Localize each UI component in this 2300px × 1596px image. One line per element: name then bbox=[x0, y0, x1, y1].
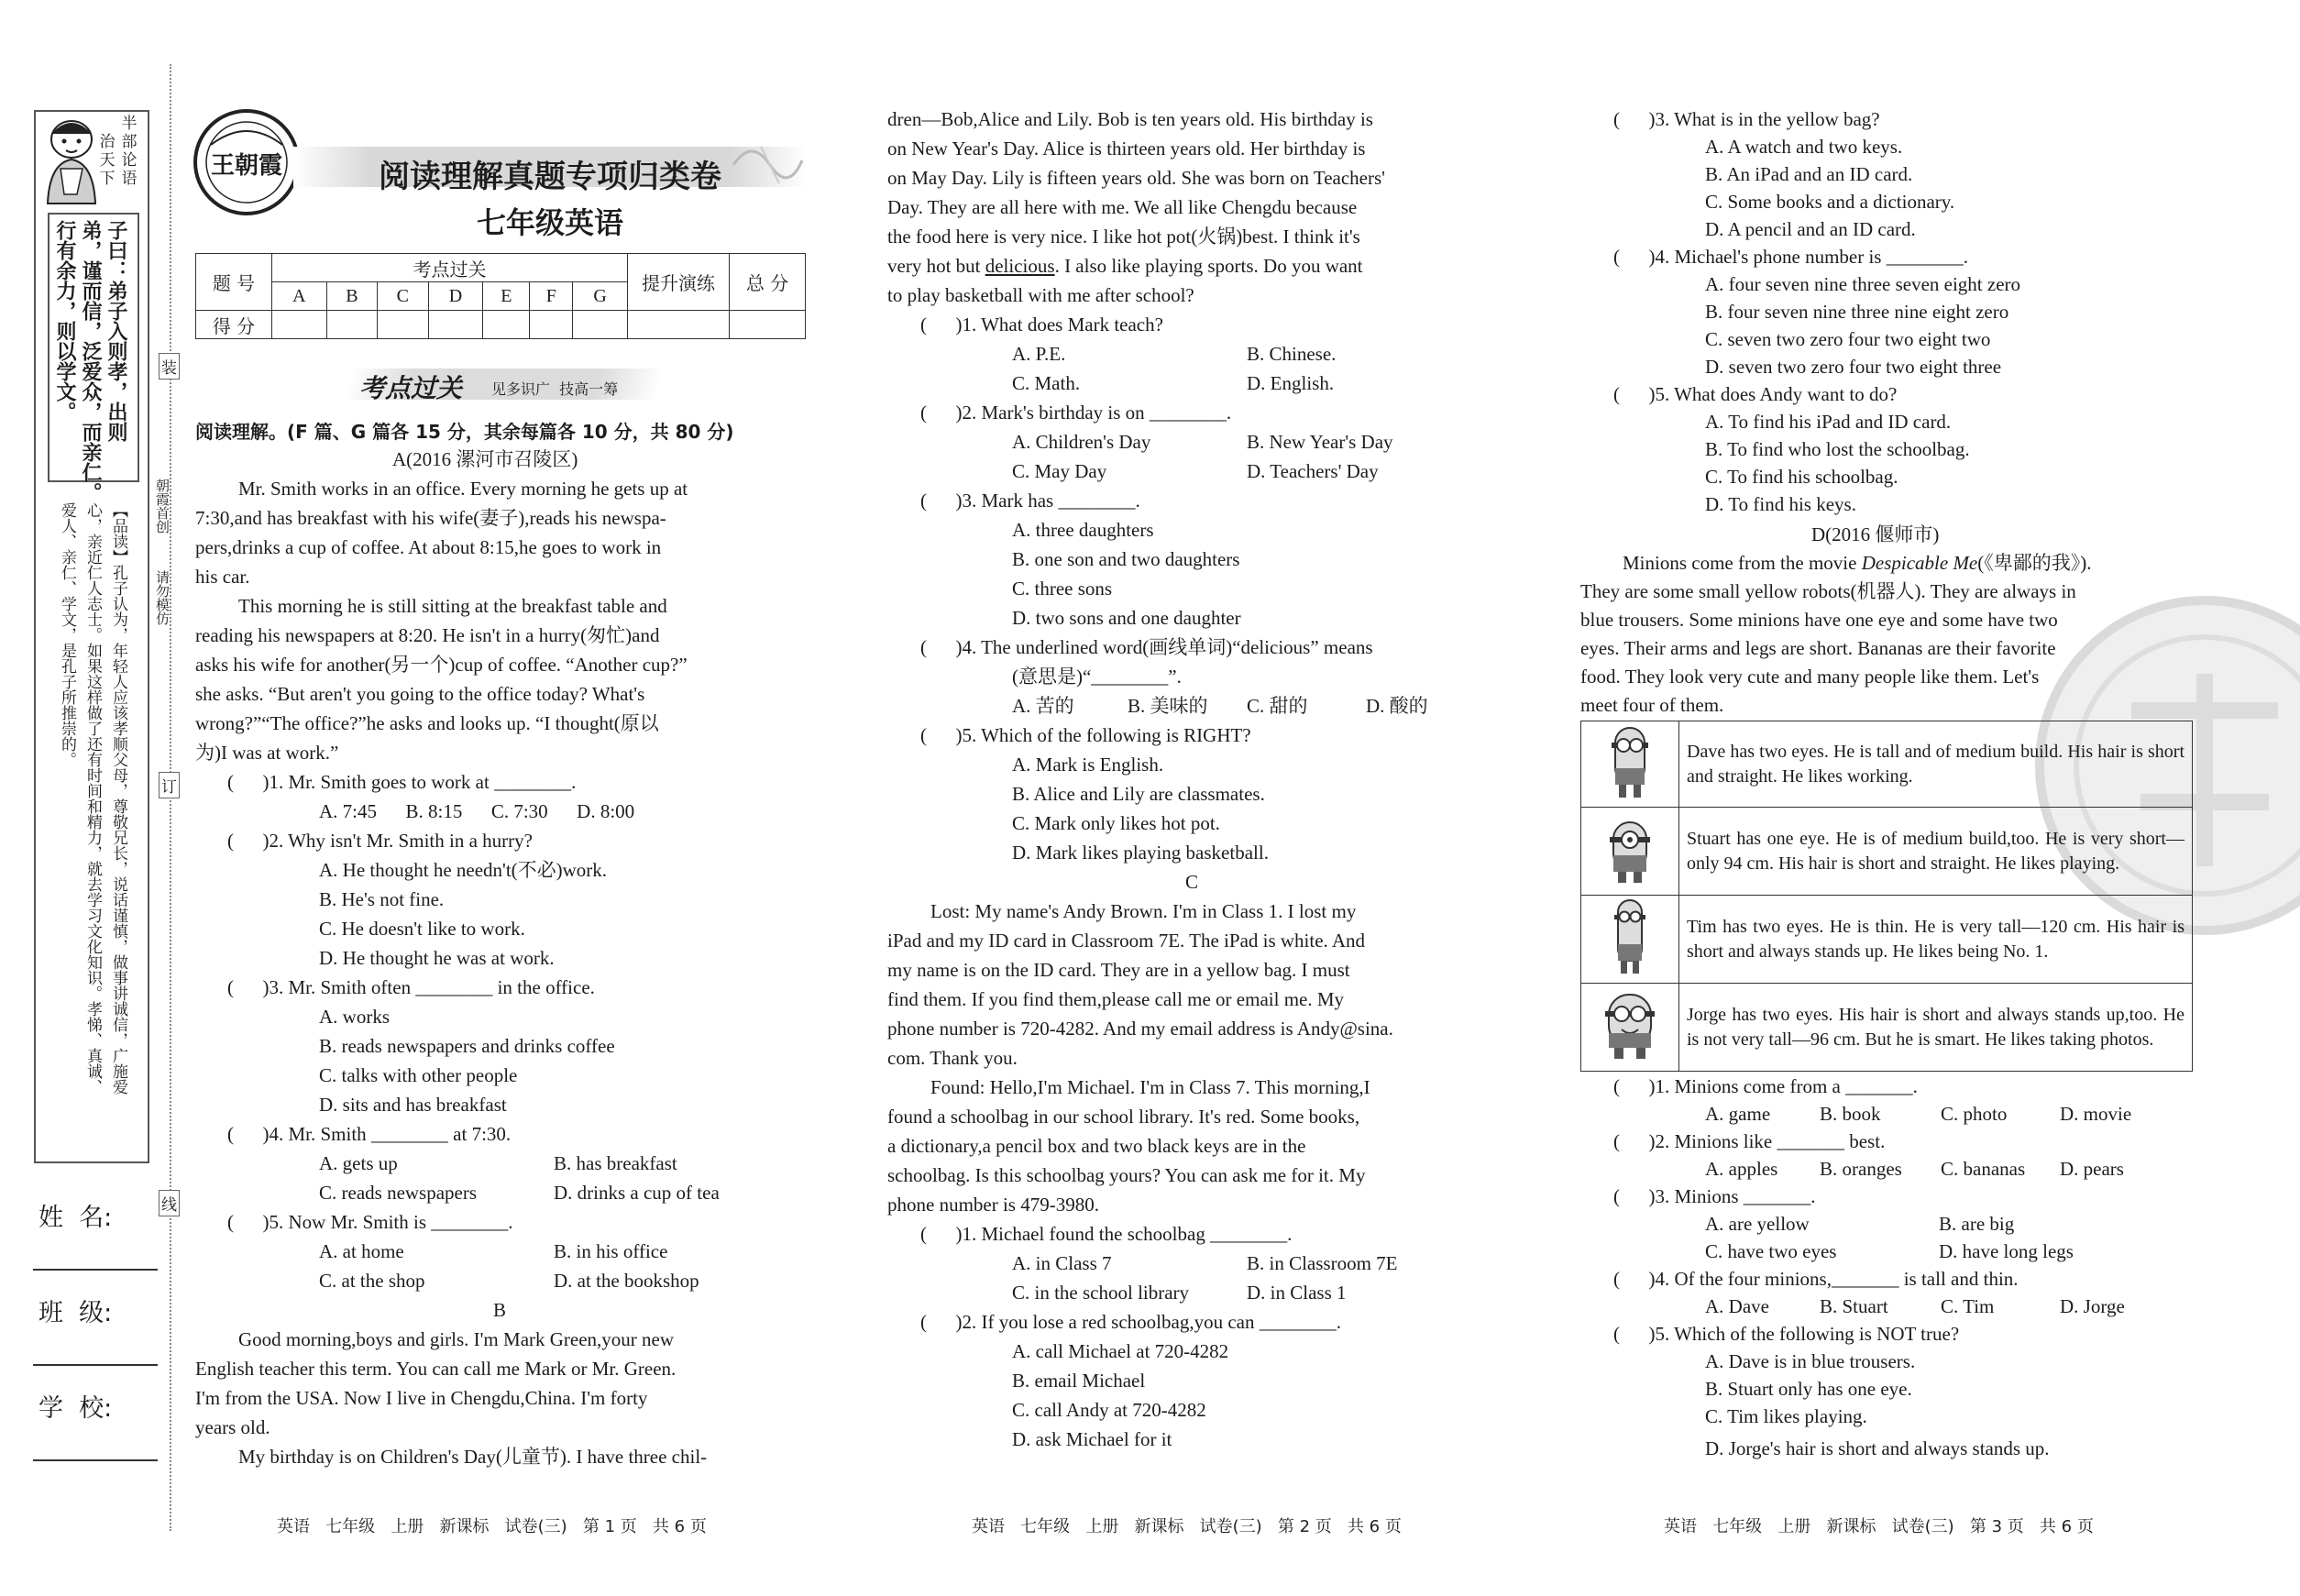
option[interactable]: C. call Andy at 720-4282 bbox=[1012, 1399, 1206, 1421]
passage-a-line: wrong?”“The office?”he asks and looks up. “I thought(原以 bbox=[195, 712, 659, 734]
option[interactable]: D. drinks a cup of tea bbox=[554, 1182, 720, 1204]
option[interactable]: A. Dave is in blue trousers. bbox=[1705, 1350, 1916, 1372]
option[interactable]: C. have two eyes bbox=[1705, 1240, 1837, 1262]
passage-a-heading: A(2016 漯河市召陵区) bbox=[392, 448, 578, 470]
option[interactable]: B. oranges bbox=[1820, 1158, 1902, 1180]
question-d1[interactable]: ( )1. Minions come from a _______. bbox=[1613, 1075, 1918, 1097]
passage-d-line: eyes. Their arms and legs are short. Bananas are their favorite bbox=[1580, 637, 2056, 659]
question-b4[interactable]: ( )4. The underlined word(画线单词)“delicious” means bbox=[920, 636, 1373, 658]
passage-a-line: This morning he is still sitting at the breakfast table and bbox=[238, 595, 667, 617]
option[interactable]: C. Tim bbox=[1941, 1295, 1995, 1317]
class-label: 班 级: bbox=[39, 1299, 113, 1327]
seal-char-3: 线 bbox=[159, 1190, 180, 1216]
option[interactable]: D. movie bbox=[2060, 1103, 2132, 1125]
option[interactable]: C. at the shop bbox=[319, 1270, 425, 1292]
seal-char-2: 订 bbox=[159, 772, 180, 798]
question-b4-cont: (意思是)“________”. bbox=[1012, 666, 1182, 688]
score-cell[interactable] bbox=[378, 311, 428, 339]
school-field[interactable] bbox=[33, 1459, 158, 1461]
passage-text: very hot but bbox=[887, 255, 985, 277]
option[interactable]: D. in Class 1 bbox=[1247, 1282, 1347, 1304]
option[interactable]: A. gets up bbox=[319, 1152, 398, 1174]
option[interactable]: A. Children's Day bbox=[1012, 431, 1151, 453]
question-a1[interactable]: ( )1. Mr. Smith goes to work at ________. bbox=[227, 771, 577, 793]
minion-image-cell bbox=[1581, 808, 1679, 896]
question-c2[interactable]: ( )2. If you lose a red schoolbag,you can ________. bbox=[920, 1311, 1341, 1333]
passage-c-line: find them. If you find them,please call me or email me. My bbox=[887, 988, 1345, 1010]
brand-vertical-text: 半 部 论 语 bbox=[121, 115, 138, 188]
option[interactable]: A. are yellow bbox=[1705, 1213, 1810, 1235]
option[interactable]: D. Mark likes playing basketball. bbox=[1012, 842, 1269, 864]
option[interactable]: C. reads newspapers bbox=[319, 1182, 478, 1204]
score-upgrade-header: 提升演练 bbox=[628, 254, 730, 311]
passage-d-line bbox=[1623, 549, 2092, 577]
option[interactable]: A. P.E. bbox=[1012, 343, 1066, 365]
score-table bbox=[195, 253, 806, 339]
option[interactable]: D. Jorge bbox=[2060, 1295, 2125, 1317]
option[interactable]: D. English. bbox=[1247, 372, 1335, 394]
minion-description: Stuart has one eye. He is of medium build,too. He is very short—only 94 cm. His hair is short and straight. He likes playing. bbox=[1679, 808, 2193, 896]
question-d2[interactable]: ( )2. Minions like _______ best. bbox=[1613, 1130, 1886, 1152]
score-col-g: G bbox=[573, 282, 628, 311]
school-label: 学 校: bbox=[39, 1394, 113, 1423]
question-a1-options[interactable]: A. 7:45 B. 8:15 C. 7:30 D. 8:00 bbox=[319, 800, 635, 822]
option[interactable]: A. Dave bbox=[1705, 1295, 1769, 1317]
page1-footer: 英语 七年级 上册 新课标 试卷(三) 第 1 页 共 6 页 bbox=[277, 1517, 707, 1536]
mid-note-1: 朝霞首创 bbox=[154, 479, 171, 534]
minion-stuart-icon bbox=[1602, 809, 1657, 888]
score-col-d: D bbox=[428, 282, 483, 311]
option[interactable]: D. 酸的 bbox=[1366, 695, 1428, 717]
score-cell[interactable] bbox=[272, 311, 327, 339]
score-total-header: 总 分 bbox=[730, 254, 806, 311]
option[interactable]: A. in Class 7 bbox=[1012, 1252, 1112, 1274]
quote-column-2: 弟，谨而信，泛爱众，而亲仁。 bbox=[79, 220, 102, 502]
option[interactable]: B. has breakfast bbox=[554, 1152, 677, 1174]
passage-b-line: the food here is very nice. I like hot pot(火锅)best. I think it's bbox=[887, 226, 1360, 248]
passage-d-heading: D(2016 偃师市) bbox=[1811, 523, 1940, 545]
option[interactable]: D. A pencil and an ID card. bbox=[1705, 218, 1916, 240]
score-col-title: 题 号 bbox=[196, 254, 272, 311]
score-col-e: E bbox=[483, 282, 530, 311]
option[interactable]: A. at home bbox=[319, 1240, 404, 1262]
option[interactable]: C. Some books and a dictionary. bbox=[1705, 191, 1955, 213]
brand-logo-text: 王朝霞 bbox=[210, 152, 282, 180]
ribbon-ornament-icon bbox=[724, 138, 807, 193]
score-cell[interactable] bbox=[628, 311, 730, 339]
minion-image-cell bbox=[1581, 896, 1679, 984]
option[interactable]: B. one son and two daughters bbox=[1012, 548, 1240, 570]
passage-b-line bbox=[887, 252, 1363, 280]
option[interactable]: B. Stuart bbox=[1820, 1295, 1888, 1317]
option[interactable]: C. bananas bbox=[1941, 1158, 2026, 1180]
passage-c-line: my name is on the ID card. They are in a yellow bag. I must bbox=[887, 959, 1350, 981]
passage-d-line: meet four of them. bbox=[1580, 694, 1724, 716]
passage-b-line: Day. They are all here with me. We all like Chengdu because bbox=[887, 196, 1358, 218]
option[interactable]: C. Tim likes playing. bbox=[1705, 1405, 1867, 1427]
option[interactable]: D. To find his keys. bbox=[1705, 493, 1856, 515]
option[interactable]: D. ask Michael for it bbox=[1012, 1428, 1172, 1450]
table-row bbox=[1581, 984, 2193, 1072]
passage-c-line: phone number is 479-3980. bbox=[887, 1194, 1099, 1216]
question-b1[interactable]: ( )1. What does Mark teach? bbox=[920, 314, 1163, 336]
passage-b-heading: B bbox=[493, 1299, 507, 1321]
option[interactable]: C. photo bbox=[1941, 1103, 2008, 1125]
question-a3[interactable]: ( )3. Mr. Smith often ________ in the office. bbox=[227, 976, 595, 998]
section-banner-title: 考点过关 bbox=[359, 373, 463, 403]
passage-a-line: 7:30,and has breakfast with his wife(妻子),reads his newspa- bbox=[195, 507, 666, 529]
option[interactable]: D. pears bbox=[2060, 1158, 2124, 1180]
minion-description: Dave has two eyes. He is tall and of medium build. His hair is short and straight. He likes working. bbox=[1679, 721, 2193, 808]
option[interactable]: A. three daughters bbox=[1012, 519, 1154, 541]
passage-d-line: food. They look very cute and many people like them. Let's bbox=[1580, 666, 2040, 688]
passage-c-line: phone number is 720-4282. And my email address is Andy@sina. bbox=[887, 1018, 1393, 1040]
passage-d-line: They are some small yellow robots(机器人). They are always in bbox=[1580, 580, 2076, 602]
page2-footer: 英语 七年级 上册 新课标 试卷(三) 第 2 页 共 6 页 bbox=[972, 1517, 1402, 1536]
option[interactable]: A. apples bbox=[1705, 1158, 1778, 1180]
mid-note-2: 请勿模仿 bbox=[154, 570, 171, 625]
question-d4[interactable]: ( )4. Of the four minions,_______ is tall and thin. bbox=[1613, 1268, 2019, 1290]
minion-table bbox=[1580, 721, 2193, 1072]
option[interactable]: B. 美味的 bbox=[1128, 695, 1208, 717]
passage-a-line: reading his newspapers at 8:20. He isn't in a hurry(匆忙)and bbox=[195, 624, 660, 646]
passage-a-line: 为)I was at work.” bbox=[195, 742, 339, 764]
option[interactable]: C. seven two zero four two eight two bbox=[1705, 328, 1991, 350]
score-col-f: F bbox=[530, 282, 573, 311]
passage-b-line: English teacher this term. You can call me Mark or Mr. Green. bbox=[195, 1358, 677, 1380]
brand-logo bbox=[193, 108, 301, 216]
table-row bbox=[1581, 808, 2193, 896]
passage-c-line: Found: Hello,I'm Michael. I'm in Class 7. This morning,I bbox=[930, 1076, 1370, 1098]
passage-c-line: a dictionary,a pencil box and two black keys are in the bbox=[887, 1135, 1306, 1157]
option[interactable]: C. Math. bbox=[1012, 372, 1081, 394]
option[interactable]: A. game bbox=[1705, 1103, 1771, 1125]
minion-dave-icon bbox=[1602, 722, 1657, 801]
section-banner-slogan: 见多识广 技高一筹 bbox=[491, 380, 619, 398]
option[interactable]: B. An iPad and an ID card. bbox=[1705, 163, 1913, 185]
comment-column-2: 心，亲近仁人志士。如果这样做了还有时间和精力，就去学习文化知识。孝悌、真诚、 bbox=[83, 502, 102, 1095]
option[interactable]: D. seven two zero four two eight three bbox=[1705, 356, 2002, 378]
name-label: 姓 名: bbox=[39, 1204, 113, 1232]
question-a5[interactable]: ( )5. Now Mr. Smith is ________. bbox=[227, 1211, 513, 1233]
passage-b-line: years old. bbox=[195, 1416, 270, 1438]
score-row-label: 得 分 bbox=[196, 311, 272, 339]
score-cell[interactable] bbox=[730, 311, 806, 339]
option[interactable]: A. A watch and two keys. bbox=[1705, 136, 1903, 158]
score-cell[interactable] bbox=[326, 311, 377, 339]
option[interactable]: A. Mark is English. bbox=[1012, 754, 1164, 776]
option[interactable]: C. talks with other people bbox=[319, 1064, 518, 1086]
score-col-a: A bbox=[272, 282, 327, 311]
option[interactable]: B. email Michael bbox=[1012, 1370, 1146, 1392]
option[interactable]: A. To find his iPad and ID card. bbox=[1705, 411, 1952, 433]
passage-c-line: iPad and my ID card in Classroom 7E. The iPad is white. And bbox=[887, 930, 1366, 952]
option[interactable]: B. in Classroom 7E bbox=[1247, 1252, 1398, 1274]
minion-image-cell bbox=[1581, 984, 1679, 1072]
option[interactable]: D. He thought he was at work. bbox=[319, 947, 555, 969]
option[interactable]: B. Chinese. bbox=[1247, 343, 1337, 365]
passage-text: Minions come from the movie bbox=[1623, 552, 1862, 574]
option[interactable]: A. four seven nine three seven eight zero bbox=[1705, 273, 2021, 295]
passage-b-line: on May Day. Lily is fifteen years old. She was born on Teachers' bbox=[887, 167, 1385, 189]
passage-b-line: to play basketball with me after school? bbox=[887, 284, 1194, 306]
passage-c-line: found a schoolbag in our school library. It's red. Some books, bbox=[887, 1106, 1360, 1128]
option[interactable]: B. He's not fine. bbox=[319, 888, 445, 910]
passage-b-line: dren—Bob,Alice and Lily. Bob is ten years old. His birthday is bbox=[887, 108, 1373, 130]
option[interactable]: D. sits and has breakfast bbox=[319, 1094, 507, 1116]
question-c1[interactable]: ( )1. Michael found the schoolbag ________. bbox=[920, 1223, 1293, 1245]
option[interactable]: B. book bbox=[1820, 1103, 1881, 1125]
option[interactable]: C. 甜的 bbox=[1247, 695, 1308, 717]
option[interactable]: B. four seven nine three nine eight zero bbox=[1705, 301, 2009, 323]
passage-a-line: Mr. Smith works in an office. Every morning he gets up at bbox=[238, 478, 688, 500]
passage-c-heading: C bbox=[1185, 871, 1199, 893]
passage-c-line: Lost: My name's Andy Brown. I'm in Class 1. I lost my bbox=[930, 900, 1357, 922]
option[interactable]: B. Alice and Lily are classmates. bbox=[1012, 783, 1265, 805]
option[interactable]: D. two sons and one daughter bbox=[1012, 607, 1241, 629]
option[interactable]: A. works bbox=[319, 1006, 390, 1028]
option[interactable]: D. at the bookshop bbox=[554, 1270, 699, 1292]
passage-b-line: My birthday is on Children's Day(儿童节). I have three chil- bbox=[238, 1446, 708, 1468]
option[interactable]: B. New Year's Day bbox=[1247, 431, 1393, 453]
option[interactable]: C. He doesn't like to work. bbox=[319, 918, 525, 940]
quote-column-3: 行有余力，则以学文。 bbox=[53, 220, 76, 422]
brand-vertical-text-2: 治 天 下 bbox=[99, 133, 116, 188]
passage-text: (《卑鄙的我》). bbox=[1977, 552, 2092, 574]
underlined-word: delicious bbox=[985, 255, 1055, 277]
passage-b-line: Good morning,boys and girls. I'm Mark Green,your new bbox=[238, 1328, 675, 1350]
question-b5[interactable]: ( )5. Which of the following is RIGHT? bbox=[920, 724, 1251, 746]
passage-b-line: on New Year's Day. Alice is thirteen years old. Her birthday is bbox=[887, 138, 1366, 160]
minion-jorge-icon bbox=[1600, 985, 1660, 1064]
question-b2[interactable]: ( )2. Mark's birthday is on ________. bbox=[920, 402, 1232, 424]
option[interactable]: D. Jorge's hair is short and always stands up. bbox=[1705, 1437, 2050, 1459]
option[interactable]: A. He thought he needn't(不必)work. bbox=[319, 859, 608, 881]
option[interactable]: B. in his office bbox=[554, 1240, 668, 1262]
passage-text: . I also like playing sports. Do you want bbox=[1054, 255, 1363, 277]
passage-c-line: com. Thank you. bbox=[887, 1047, 1018, 1069]
question-d5[interactable]: ( )5. Which of the following is NOT true? bbox=[1613, 1323, 1960, 1345]
passage-a-line: his car. bbox=[195, 566, 250, 588]
passage-a-line: pers,drinks a cup of coffee. At about 8:15,he goes to work in bbox=[195, 536, 662, 558]
question-c5[interactable]: ( )5. What does Andy want to do? bbox=[1613, 383, 1898, 405]
option[interactable]: D. have long legs bbox=[1939, 1240, 2074, 1262]
question-a4[interactable]: ( )4. Mr. Smith ________ at 7:30. bbox=[227, 1123, 512, 1145]
option[interactable]: C. Mark only likes hot pot. bbox=[1012, 812, 1220, 834]
minion-tim-icon bbox=[1607, 897, 1653, 977]
passage-b-line: I'm from the USA. Now I live in Chengdu,China. I'm forty bbox=[195, 1387, 648, 1409]
option[interactable]: C. three sons bbox=[1012, 578, 1113, 600]
score-cell[interactable] bbox=[428, 311, 483, 339]
question-d3[interactable]: ( )3. Minions _______. bbox=[1613, 1185, 1816, 1207]
seal-char-1: 装 bbox=[159, 353, 180, 380]
page3-footer: 英语 七年级 上册 新课标 试卷(三) 第 3 页 共 6 页 bbox=[1664, 1517, 2094, 1536]
minion-description: Jorge has two eyes. His hair is short and always stands up,too. He is not very tall—96 cm. But he is smart. He likes taking photos. bbox=[1679, 984, 2193, 1072]
question-c4[interactable]: ( )4. Michael's phone number is ________. bbox=[1613, 246, 1968, 268]
passage-d-line: blue trousers. Some minions have one eye and some have two bbox=[1580, 609, 2058, 631]
option[interactable]: C. May Day bbox=[1012, 460, 1107, 482]
passage-a-line: asks his wife for another(另一个)cup of coffee. “Another cup?” bbox=[195, 654, 688, 676]
question-a2[interactable]: ( )2. Why isn't Mr. Smith in a hurry? bbox=[227, 830, 533, 852]
option[interactable]: B. are big bbox=[1939, 1213, 2015, 1235]
minion-image-cell bbox=[1581, 721, 1679, 808]
option[interactable]: B. Stuart only has one eye. bbox=[1705, 1378, 1912, 1400]
score-col-c: C bbox=[378, 282, 428, 311]
score-cell[interactable] bbox=[483, 311, 530, 339]
minion-description: Tim has two eyes. He is thin. He is very tall—120 cm. His hair is short and always stands up. He likes being No. 1. bbox=[1679, 896, 2193, 984]
option[interactable]: C. To find his schoolbag. bbox=[1705, 466, 1898, 488]
option[interactable]: A. call Michael at 720-4282 bbox=[1012, 1340, 1229, 1362]
name-field[interactable] bbox=[33, 1269, 158, 1271]
option[interactable]: B. To find who lost the schoolbag. bbox=[1705, 438, 1970, 460]
passage-a-line: she asks. “But aren't you going to the office today? What's bbox=[195, 683, 645, 705]
table-row bbox=[1581, 896, 2193, 984]
option[interactable]: C. in the school library bbox=[1012, 1282, 1190, 1304]
option[interactable]: D. Teachers' Day bbox=[1247, 460, 1379, 482]
comment-column-1: 【品读】孔子认为，年轻人应该孝顺父母，尊敬兄长，说话谨慎，做事讲诚信，广施爱 bbox=[109, 502, 127, 1095]
movie-title: Despicable Me bbox=[1861, 552, 1978, 574]
option[interactable]: B. reads newspapers and drinks coffee bbox=[319, 1035, 615, 1057]
score-col-b: B bbox=[326, 282, 377, 311]
score-cell[interactable] bbox=[573, 311, 628, 339]
comment-column-3: 爱人、亲仁、学文，是孔子所推崇的。 bbox=[58, 502, 76, 767]
option[interactable]: A. 苦的 bbox=[1012, 695, 1074, 717]
score-cell[interactable] bbox=[530, 311, 573, 339]
class-field[interactable] bbox=[33, 1364, 158, 1366]
passage-c-line: schoolbag. Is this schoolbag yours? You can ask me for it. My bbox=[887, 1164, 1366, 1186]
question-c3[interactable]: ( )3. What is in the yellow bag? bbox=[1613, 108, 1880, 130]
page-title: 阅读理解真题专项归类卷 bbox=[379, 159, 721, 195]
table-row bbox=[1581, 721, 2193, 808]
question-b3[interactable]: ( )3. Mark has ________. bbox=[920, 490, 1140, 512]
page-subtitle: 七年级英语 bbox=[476, 205, 623, 240]
score-group-header: 考点过关 bbox=[272, 254, 628, 282]
instructions: 阅读理解。(F 篇、G 篇各 15 分，其余每篇各 10 分，共 80 分) bbox=[195, 421, 734, 443]
quote-column-1: 子曰：弟子入则孝，出则 bbox=[105, 220, 127, 442]
